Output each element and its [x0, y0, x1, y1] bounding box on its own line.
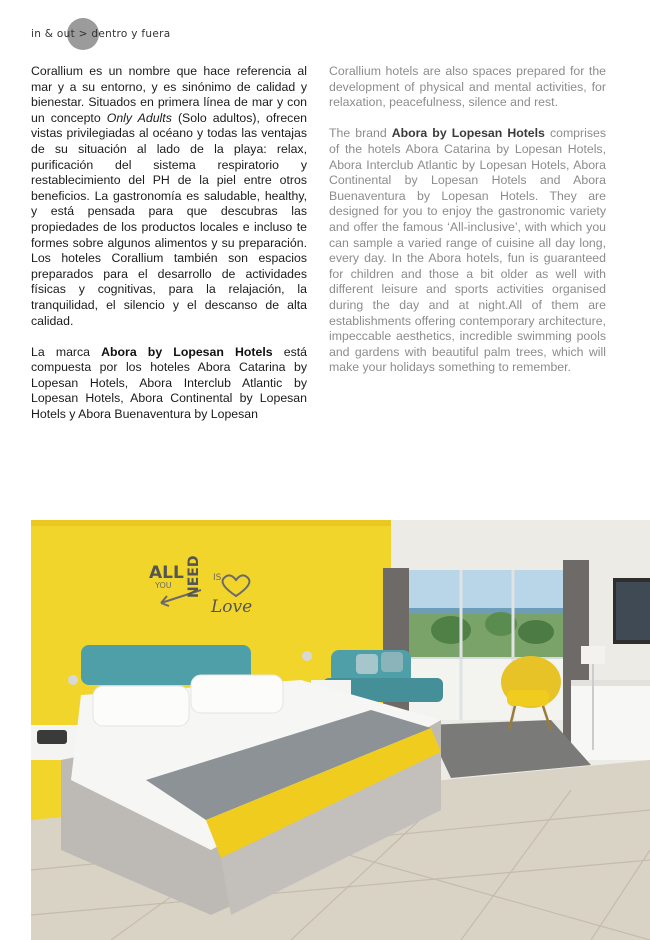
spanish-column	[31, 64, 307, 438]
brand-name-bold: Abora by Lopesan Hotels	[101, 344, 273, 359]
english-paragraph-2	[329, 126, 606, 376]
running-head	[31, 24, 170, 44]
spanish-paragraph-2	[31, 345, 307, 423]
spanish-p1-text-cont: (Solo adultos), ofrecen vistas privilegiadas al océano y todas las ventajas de su situación al lado de la playa: relax, purificación del sistema respiratorio y restablecimiento del PH de la piel entre otros beneficios. La gastronomía es saludable, healthy, y está pensada para que descubras las propiedades de los productos locales e incluso te formes sobre algunos alimentos y su preparación. Los hoteles Corallium también son espacios preparados para el desarrollo de actividades físicas y cognitivas, para la relajación, la tranquilidad, el silencio y el descanso de alta calidad.	[31, 110, 308, 328]
running-head-text: in & out > dentro y fuera	[31, 28, 171, 40]
hotel-room-photo	[31, 520, 650, 940]
wall-text-need: NEED	[186, 555, 202, 598]
english-p2-text: The brand	[329, 126, 392, 141]
spanish-p2-text-cont: está compuesta por los hoteles Abora Catarina by Lopesan Hotels, Abora Interclub Atlantic by Lopesan Hotels, Abora Continental by Lopesan Hotels y Abora Buenaventura by Lopesan	[31, 344, 307, 422]
english-paragraph-1: Corallium hotels are also spaces prepared for the development of physical and mental activities, for relaxation, peacefulness, silence and rest.	[329, 64, 606, 110]
spanish-p2-text: La marca	[31, 344, 102, 359]
wall-text-is: IS	[213, 573, 222, 583]
english-p2-text-cont: comprises of the hotels Abora Catarina by Lopesan Hotels, Abora Interclub Atlantic by Lopesan Hotels, Abora Continental by Lopesan Hotels and Abora Buenaventura by Lopesan Hotels. They are designed for you to enjoy the gastronomic variety and offer the famous ‘All-inclusive’, with which you can sample a varied range of cuisine all day long, every day. In the Abora hotels, fun is guaranteed for children and those a bit older as well with different leisure and sports activities organised during the day and at night.All of them are establishments offering contemporary architecture, impeccable aesthetics, incredible swimming pools and gardens with beautiful palm trees, which will make your holidays something to remember.	[329, 126, 606, 375]
brand-name-bold-en: Abora by Lopesan Hotels	[391, 126, 545, 141]
wall-text-love: Love	[211, 597, 253, 617]
english-column	[329, 64, 606, 391]
only-adults-emphasis: Only Adults	[106, 110, 172, 125]
spanish-p1-text: Corallium es un nombre que hace referencia al mar y a su entorno, y es sinónimo de calidad y bienestar. Situados en primera línea de mar y con un concepto	[31, 64, 307, 125]
wall-text-all: ALL	[149, 563, 184, 583]
spanish-paragraph-1	[31, 64, 307, 329]
wall-text-you: YOU	[155, 581, 172, 590]
